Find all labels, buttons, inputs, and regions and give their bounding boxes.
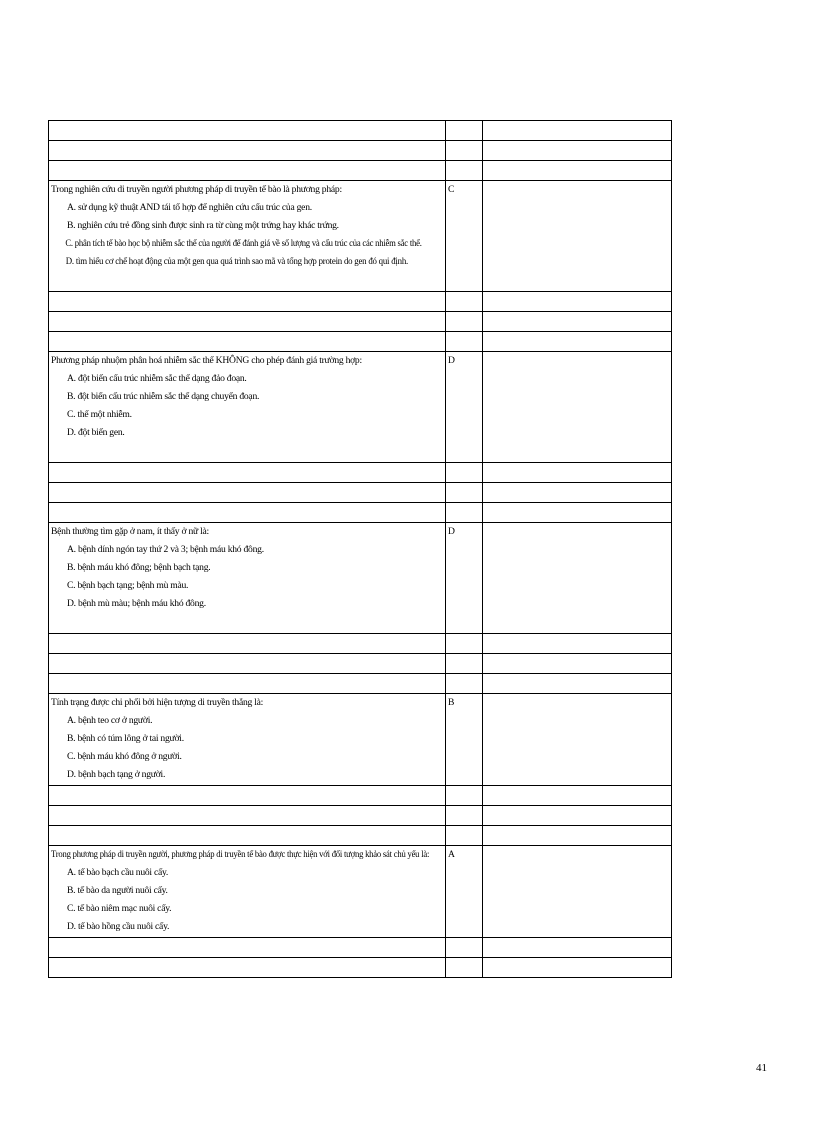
empty-row	[49, 483, 672, 503]
option-a: A. bệnh teo cơ ở người.	[67, 715, 153, 726]
question-row	[49, 694, 672, 786]
empty-row	[49, 958, 672, 978]
option-a: A. đột biến cấu trúc nhiễm sắc thể dạng đảo đoạn.	[67, 373, 247, 384]
answer-cell: D	[446, 523, 483, 634]
empty-row	[49, 463, 672, 483]
question-table	[48, 120, 672, 978]
option-d: D. đột biến gen.	[67, 427, 125, 438]
question-stem: Bệnh thường tìm gặp ở nam, ít thấy ở nữ là:	[51, 526, 209, 537]
empty-row	[49, 806, 672, 826]
empty-row	[49, 826, 672, 846]
question-cell	[49, 352, 446, 463]
question-cell	[49, 181, 446, 292]
option-d: D. tế bào hồng cầu nuôi cấy.	[67, 921, 170, 932]
empty-row	[49, 938, 672, 958]
option-c: C. bệnh máu khó đông ở người.	[67, 751, 182, 762]
empty-row	[49, 674, 672, 694]
option-c: C. thể một nhiễm.	[67, 409, 132, 420]
option-a: A. tế bào bạch cầu nuôi cấy.	[67, 867, 169, 878]
option-d: D. bệnh mù màu; bệnh máu khó đông.	[67, 598, 206, 609]
question-cell	[49, 523, 446, 634]
empty-row	[49, 634, 672, 654]
question-stem: Trong phương pháp di truyền người, phương pháp di truyền tế bào được thực hiện với đối tượng khảo sát chủ yếu là:	[51, 849, 430, 860]
empty-row	[49, 121, 672, 141]
empty-row	[49, 786, 672, 806]
answer-cell: B	[446, 694, 483, 786]
option-b: B. bệnh có túm lông ở tai người.	[67, 733, 184, 744]
empty-row	[49, 332, 672, 352]
option-b: B. đột biến cấu trúc nhiễm sắc thể dạng chuyển đoạn.	[67, 391, 260, 402]
empty-row	[49, 503, 672, 523]
option-c: C. bệnh bạch tạng; bệnh mù màu.	[67, 580, 189, 591]
question-cell	[49, 694, 446, 786]
question-stem: Trong nghiên cứu di truyền người phương pháp di truyền tế bào là phương pháp:	[51, 184, 342, 195]
answer-cell: D	[446, 352, 483, 463]
option-a: A. sử dụng kỹ thuật AND tái tổ hợp để nghiên cứu cấu trúc của gen.	[67, 202, 312, 213]
answer-cell: A	[446, 846, 483, 938]
option-d: D. bệnh bạch tạng ở người.	[67, 769, 166, 780]
option-a: A. bệnh dính ngón tay thứ 2 và 3; bệnh máu khó đông.	[67, 544, 264, 555]
option-b: B. nghiên cứu trẻ đồng sinh được sinh ra từ cùng một trứng hay khác trứng.	[67, 220, 339, 231]
option-b: B. tế bào da người nuôi cấy.	[67, 885, 168, 896]
empty-row	[49, 312, 672, 332]
question-row	[49, 523, 672, 634]
page-number: 41	[756, 1062, 767, 1074]
question-stem: Tính trạng được chi phối bởi hiện tượng di truyền thẳng là:	[51, 697, 264, 708]
question-row	[49, 181, 672, 292]
empty-row	[49, 161, 672, 181]
question-cell	[49, 846, 446, 938]
question-stem: Phương pháp nhuộm phân hoá nhiễm sắc thể KHÔNG cho phép đánh giá trường hợp:	[51, 355, 362, 366]
empty-row	[49, 292, 672, 312]
answer-cell: C	[446, 181, 483, 292]
option-c: C. tế bào niêm mạc nuôi cấy.	[67, 903, 172, 914]
question-row	[49, 352, 672, 463]
option-b: B. bệnh máu khó đông; bệnh bạch tạng.	[67, 562, 211, 573]
option-d: D. tìm hiểu cơ chế hoạt động của một gen qua quá trình sao mã và tổng hợp protein do gen đó qui định.	[65, 256, 408, 267]
empty-row	[49, 141, 672, 161]
option-c: C. phân tích tế bào học bộ nhiễm sắc thể của người để đánh giá về số lượng và cấu trúc của các nhiễm sắc thể.	[65, 238, 422, 249]
empty-row	[49, 654, 672, 674]
question-row	[49, 846, 672, 938]
